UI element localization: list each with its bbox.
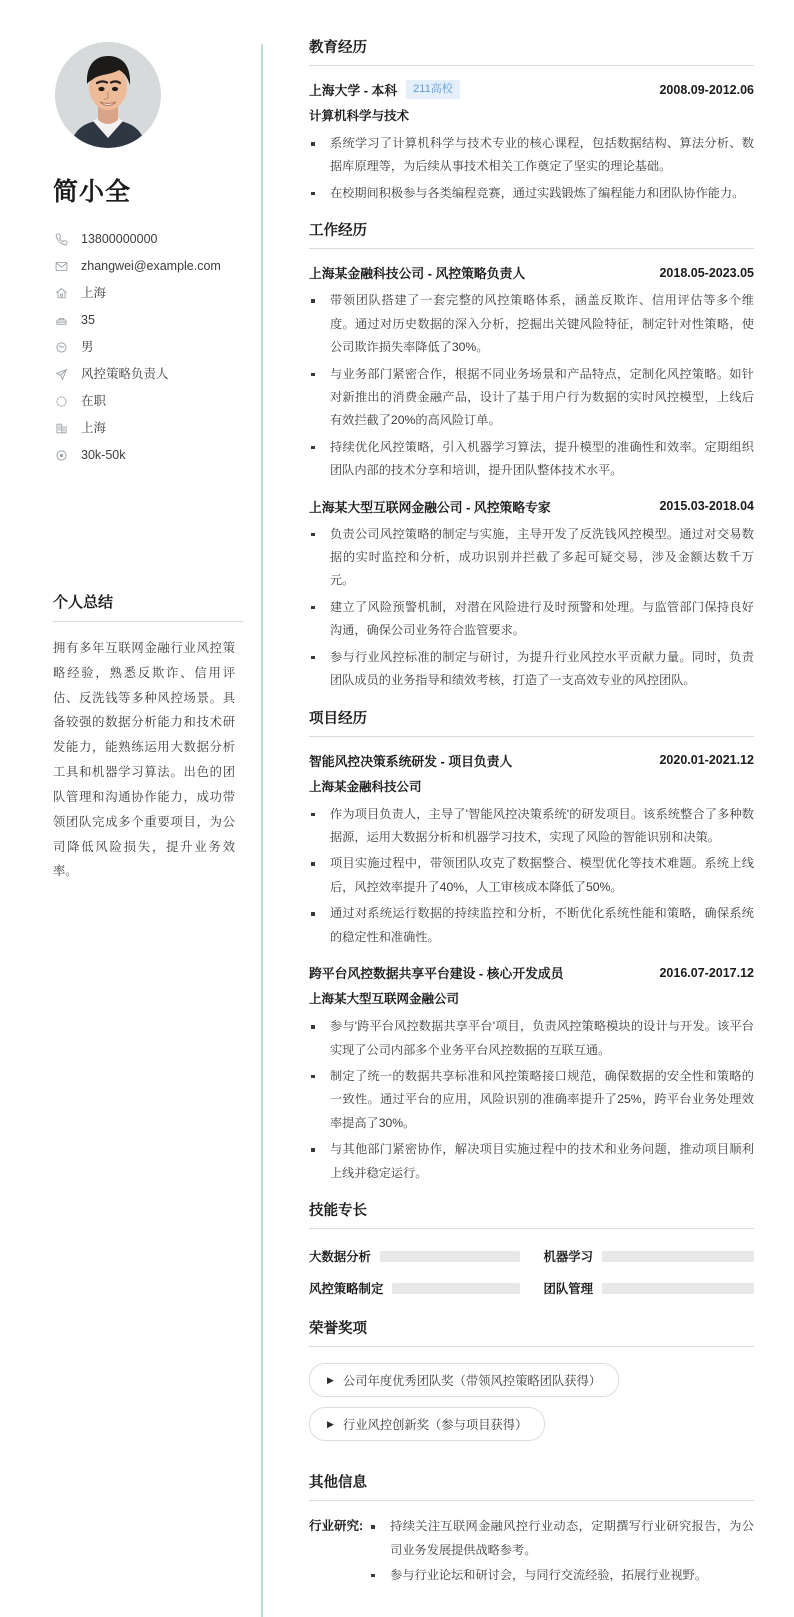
work-title: 上海某金融科技公司 - 风控策略负责人	[309, 266, 526, 282]
status-badge: 211高校	[406, 80, 460, 98]
project-bullets	[309, 803, 754, 950]
contact-value-phone: 13800000000	[81, 232, 158, 246]
work-entry-head	[309, 263, 754, 282]
list-item: 系统学习了计算机科学与技术专业的核心课程，包括数据结构、算法分析、数据库原理等，为后续从事技术相关工作奠定了坚实的理论基础。	[309, 132, 754, 179]
list-item: 参与行业论坛和研讨会，与同行交流经验，拓展行业视野。	[369, 1564, 754, 1587]
contact-value-age: 35	[81, 313, 95, 327]
skill-label: 大数据分析	[309, 1250, 371, 1265]
page-title: 简小全	[53, 178, 132, 206]
work-bullets	[309, 523, 754, 693]
skill-row	[544, 1247, 755, 1265]
other-bullets	[369, 1515, 754, 1587]
list-item: 项目实施过程中，带领团队攻克了数据整合、模型优化等技术难题。系统上线后，风控效率提升了40%，人工审核成本降低了50%。	[309, 852, 754, 899]
work-entry	[309, 263, 754, 482]
section-other-info	[309, 1471, 754, 1589]
work-heading: 工作经历	[309, 219, 754, 249]
project-company: 上海某金融科技公司	[309, 779, 422, 794]
honor-row	[309, 1363, 754, 1407]
list-item: 持续优化风控策略，引入机器学习算法，提升模型的准确性和效率。定期组织团队内部的技术分享和培训，提升团队整体技术水平。	[309, 436, 754, 483]
skill-progress-track	[602, 1283, 754, 1294]
rocket-icon	[53, 366, 70, 383]
education-bullets	[309, 132, 754, 205]
contact-item-age	[53, 307, 235, 334]
main-content	[263, 0, 794, 1617]
home-icon	[53, 285, 70, 302]
contact-item-gender	[53, 334, 235, 361]
salary-icon	[53, 447, 70, 464]
contact-value-email: zhangwei@example.com	[81, 259, 221, 273]
project-bullets	[309, 1015, 754, 1185]
skill-progress-track	[380, 1251, 520, 1262]
section-projects	[309, 707, 754, 1185]
section-education	[309, 36, 754, 205]
status-icon	[53, 393, 70, 410]
envelope-icon	[53, 258, 70, 275]
work-bullets	[309, 289, 754, 482]
list-item: 通过对系统运行数据的持续监控和分析，不断优化系统性能和策略，确保系统的稳定性和准确性。	[309, 902, 754, 949]
summary-heading: 个人总结	[53, 591, 243, 622]
work-entry-head	[309, 497, 754, 516]
contact-value-position: 风控策略负责人	[81, 367, 169, 381]
list-item: 建立了风险预警机制，对潜在风险进行及时预警和处理。与监管部门保持良好沟通，确保公司业务符合监管要求。	[309, 596, 754, 643]
summary-text: 拥有多年互联网金融行业风控策略经验，熟悉反欺诈、信用评估、反洗钱等多种风控场景。具备较强的数据分析能力和技术研发能力，能熟练运用大数据分析工具和机器学习算法。出色的团队管理和沟通协作能力，成功带领团队完成多个重要项目，为公司降低风险损失，提升业务效率。	[53, 641, 235, 879]
education-entry	[309, 80, 754, 205]
list-item: 作为项目负责人，主导了'智能风控决策系统'的研发项目。该系统整合了多种数据源，运用大数据分析和机器学习技术，实现了风险的智能识别和决策。	[309, 803, 754, 850]
contact-item-city	[53, 415, 235, 442]
education-date: 2008.09-2012.06	[659, 82, 754, 97]
section-work	[309, 219, 754, 692]
other-group-body	[363, 1515, 754, 1589]
work-entry	[309, 497, 754, 693]
skill-row	[309, 1247, 520, 1265]
work-title: 上海某大型互联网金融公司 - 风控策略专家	[309, 499, 551, 515]
skills-heading: 技能专长	[309, 1199, 754, 1229]
list-item: 在校期间积极参与各类编程竞赛，通过实践锻炼了编程能力和团队协作能力。	[309, 182, 754, 205]
education-school: 上海大学 - 本科	[309, 83, 398, 98]
honor-label: 公司年度优秀团队奖（带领风控策略团队获得）	[342, 1374, 602, 1389]
list-item: 持续关注互联网金融风控行业动态，定期撰写行业研究报告，为公司业务发展提供战略参考。	[369, 1515, 754, 1562]
skill-row	[544, 1279, 755, 1297]
triangle-right-icon: ▶	[327, 1418, 334, 1429]
projects-heading: 项目经历	[309, 707, 754, 737]
list-item: 参与行业风控标准的制定与研讨，为提升行业风控水平贡献力量。同时，负责团队成员的业务指导和绩效考核，打造了一支高效专业的风控团队。	[309, 646, 754, 693]
project-company: 上海某大型互联网金融公司	[309, 992, 460, 1007]
list-item: 与业务部门紧密合作，根据不同业务场景和产品特点，定制化风控策略。如针对新推出的消费金融产品，设计了基于用户行为数据的实时风控模型，上线后有效拦截了20%的高风险订单。	[309, 363, 754, 433]
building-icon	[53, 420, 70, 437]
list-item: 带领团队搭建了一套完整的风控策略体系，涵盖反欺诈、信用评估等多个维度。通过对历史数据的深入分析，挖掘出关键风险特征，制定针对性策略，使公司欺诈损失率降低了30%。	[309, 289, 754, 359]
contact-item-salary	[53, 442, 235, 469]
project-entry	[309, 751, 754, 950]
list-item: 负责公司风控策略的制定与实施，主导开发了反洗钱风控模型。通过对交易数据的实时监控和分析，成功识别并拦截了多起可疑交易，涉及金额达数千万元。	[309, 523, 754, 593]
project-date: 2016.07-2017.12	[659, 965, 754, 980]
contact-value-location: 上海	[81, 286, 107, 300]
education-major: 计算机科学与技术	[309, 109, 410, 123]
contact-value-gender: 男	[81, 340, 94, 354]
project-entry	[309, 963, 754, 1185]
skill-label: 机器学习	[543, 1250, 594, 1265]
honor-label: 行业风控创新奖（参与项目获得）	[342, 1418, 528, 1433]
honor-chip[interactable]	[309, 1363, 619, 1397]
section-honors	[309, 1317, 754, 1451]
education-title-group	[309, 80, 460, 99]
summary-section	[53, 591, 235, 884]
phone-icon	[53, 231, 70, 248]
work-date: 2018.05-2023.05	[659, 265, 754, 280]
skill-progress-track	[392, 1283, 519, 1294]
contact-item-phone	[53, 226, 235, 253]
skill-row	[309, 1279, 520, 1297]
skills-grid	[309, 1243, 754, 1297]
contact-value-salary: 30k-50k	[81, 448, 126, 462]
list-item: 参与'跨平台风控数据共享平台'项目，负责风控策略模块的设计与开发。该平台实现了公司内部多个业务平台风控数据的互联互通。	[309, 1015, 754, 1062]
honors-list	[309, 1361, 754, 1451]
project-title: 跨平台风控数据共享平台建设 - 核心开发成员	[309, 966, 564, 982]
other-heading: 其他信息	[309, 1471, 754, 1501]
contact-value-status: 在职	[81, 394, 107, 408]
honor-chip[interactable]	[309, 1407, 545, 1441]
education-heading: 教育经历	[309, 36, 754, 66]
other-group	[309, 1515, 754, 1589]
sidebar	[0, 0, 263, 1617]
honors-heading: 荣誉奖项	[309, 1317, 754, 1347]
contact-item-location	[53, 280, 235, 307]
project-title: 智能风控决策系统研发 - 项目负责人	[309, 753, 513, 769]
project-entry-head	[309, 963, 754, 982]
honor-row	[309, 1407, 754, 1451]
list-item: 与其他部门紧密协作，解决项目实施过程中的技术和业务问题，推动项目顺利上线并稳定运行。	[309, 1138, 754, 1185]
skill-label: 风控策略制定	[309, 1282, 384, 1297]
skill-progress-track	[602, 1251, 754, 1262]
gender-icon	[53, 339, 70, 356]
contact-item-position	[53, 361, 235, 388]
contact-item-status	[53, 388, 235, 415]
education-entry-head	[309, 80, 754, 99]
contact-value-city: 上海	[81, 421, 107, 435]
project-date: 2020.01-2021.12	[659, 753, 754, 768]
work-date: 2015.03-2018.04	[659, 499, 754, 514]
list-item: 制定了统一的数据共享标准和风控策略接口规范，确保数据的安全性和策略的一致性。通过平台的应用，风险识别的准确率提升了25%，跨平台业务处理效率提高了30%。	[309, 1065, 754, 1135]
contact-list	[53, 226, 235, 469]
section-skills	[309, 1199, 754, 1297]
other-group-label: 行业研究:	[309, 1519, 364, 1534]
project-entry-head	[309, 751, 754, 770]
avatar	[55, 42, 161, 148]
skill-label: 团队管理	[543, 1282, 594, 1297]
triangle-right-icon: ▶	[327, 1374, 334, 1385]
contact-item-email	[53, 253, 235, 280]
age-icon	[53, 312, 70, 329]
